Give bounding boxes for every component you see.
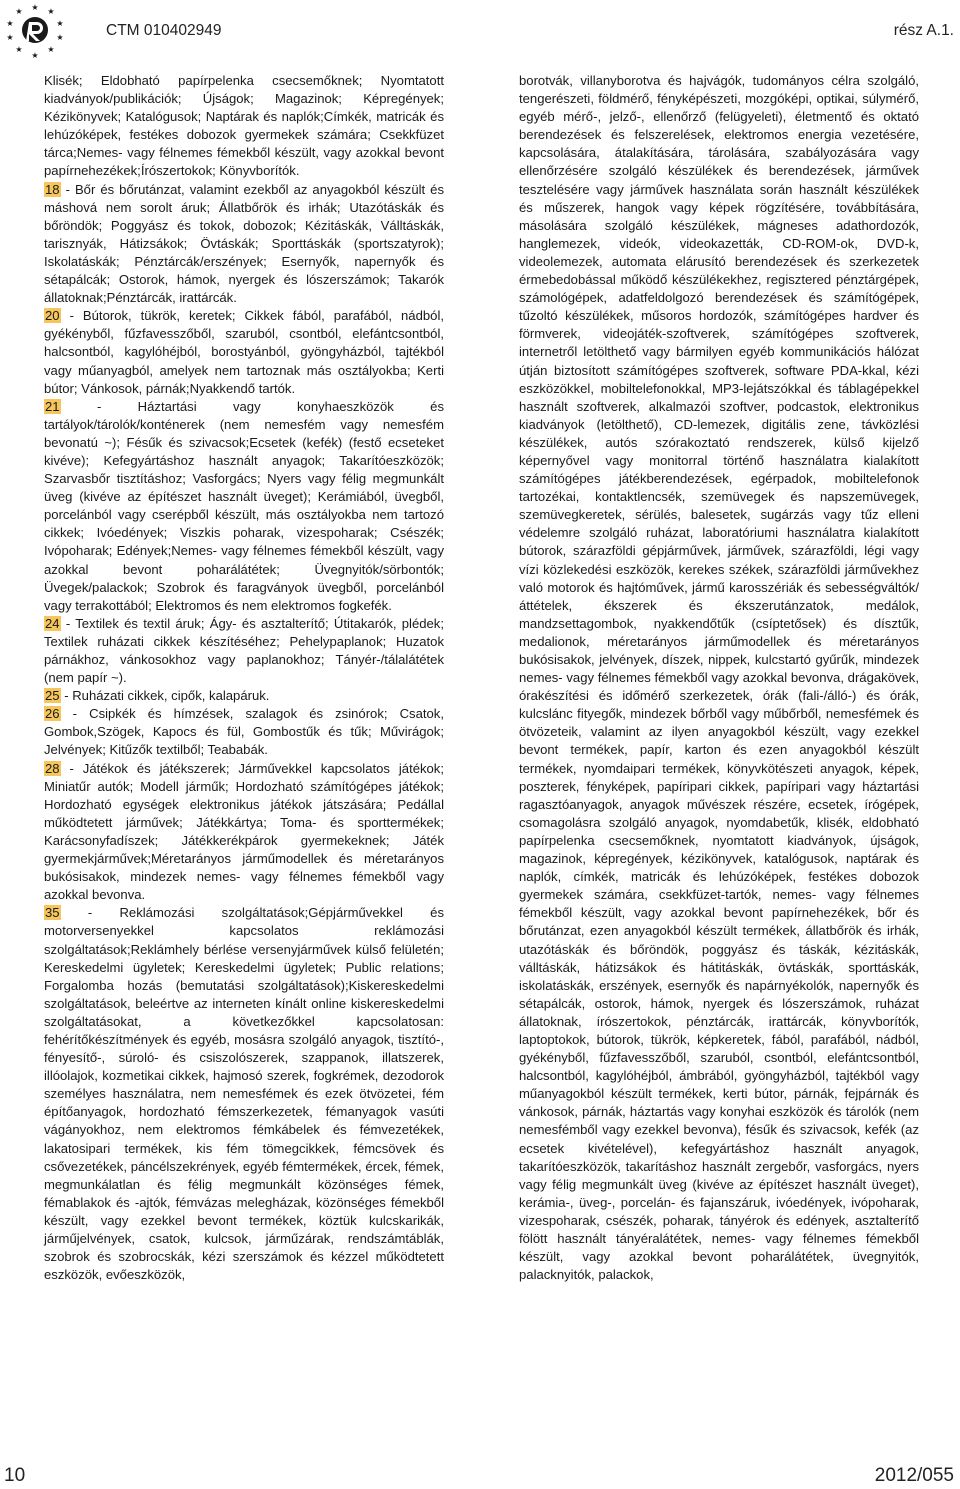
svg-text:★: ★	[31, 51, 39, 60]
class-paragraph	[44, 705, 444, 759]
ohim-logo	[2, 2, 66, 60]
part-label: rész A.1.	[893, 22, 954, 39]
intro-paragraph: Klisék; Eldobható papírpelenka csecsemőknek; Nyomtatott kiadványok/publikációk; Újságok; Magazinok; Képregények; Kézikönyvek; Katalógusok; Naptárak és naplók;Címkék, matricák és lehúzóképek, festékes dobozok gyermekek számára; Csekkfüzet tárca;Nemes- vagy félnemes fémekből készült, vagy azokkal bevont papírnehezékek;Írószertokok; Könyvborítók.	[44, 73, 444, 179]
class-text: - Csipkék és hímzések, szalagok és zsinórok; Csatok, Gombok,Szögek, Kapocs és fül, Gombostűk és tűk; Művirágok; Jelvények; Kitűzők textilből; Teababák.	[44, 706, 444, 758]
class-text: - Ruházati cikkek, cipők, kalapáruk.	[60, 688, 270, 704]
issue-number: 2012/055	[874, 1465, 954, 1486]
class-paragraph	[44, 181, 444, 308]
right-column	[519, 72, 919, 1284]
class-number: 35	[45, 905, 60, 921]
svg-text:★: ★	[6, 19, 14, 28]
class-text: - Játékok és játékszerek; Járművekkel kapcsolatos játékok; Miniatűr autók; Modell járműk; Hordozható számítógépes játékok; Hordozható egységek elektronikus játékok játszására; Pedállal működtetett járművek; Játékkártya; Toma- és sporttermékek; Karácsonyfadíszek; Játékkerékpárok gyermekeknek; Játék gyermekjárművek;Méretarányos járműmodellek és méretarányos bukósisakok, mindezek nemes- vagy félnemes fémekből vagy azokkal bevonva.	[44, 760, 444, 903]
class-number: 18	[45, 181, 60, 197]
svg-text:★: ★	[47, 7, 55, 16]
class-paragraph	[44, 615, 444, 687]
svg-text:★: ★	[15, 7, 23, 16]
class-number: 24	[45, 615, 60, 631]
class-text: - Textilek és textil áruk; Ágy- és asztalterítő; Útitakarók, plédek; Textilek ruházati cikkek készítéséhez; Pehelypaplanok; Huzatok párnákhoz, vánkosokhoz vagy paplanokhoz; Tányér-/tálalátétek (nem papír ~).	[44, 615, 444, 686]
svg-text:★: ★	[56, 33, 64, 42]
svg-text:★: ★	[31, 3, 39, 12]
class-text: - Háztartási vagy konyhaeszközök és tartályok/tárolók/konténerek (nem nemesfém vagy nemesfém bevonatú ~); Fésűk és szivacsok;Ecsetek (kefék) (festő ecseteket kivéve); Kefegyártáshoz használt anyagok; Takarítóeszközök; Szarvasbőr tisztításhoz; Vasforgács; Nyers vagy félig megmunkált üveg (kivéve az építészet használt üveget); Kerámiából, üvegből, porcelánból vagy cserépből készült, más osztályokba nem tartozó cikkek; Ivóedények; Viszkis poharak, vizespoharak; Csészék; Ivópoharak; Edények;Nemes- vagy félnemes fémekből készült, vagy azokkal bevont poharálátétek; Üvegnyitók/sörbontók; Üvegek/palackok; Szobrok és faragványok üvegből, porcelánból vagy terrakottából; Elektromos és nem elektromos fogkefék.	[44, 398, 444, 613]
class-paragraph	[44, 760, 444, 905]
class-number: 21	[45, 398, 60, 414]
svg-text:★: ★	[56, 19, 64, 28]
document-id: CTM 010402949	[106, 22, 222, 39]
svg-text:★: ★	[15, 45, 23, 54]
page-number: 10	[4, 1465, 26, 1486]
svg-text:★: ★	[47, 45, 55, 54]
class-text: - Bőr és bőrutánzat, valamint ezekből az anyagokból készült és máshová nem sorolt áruk; Állatbőrök és irhák; Utazótáskák és bőröndök; Poggyász és tokok, dobozok; Kézitáskák, Válltáskák, tarisznyák, Hátizsákok; Övtáskák; Sporttáskák (sportszatyrok); Iskolatáskák; Pénztárcák/erszények; Esernyők, napernyők és sétapálcák; Ostorok, hámok, nyergek és lószerszámok; Takarók állatoknak;Pénztárcák, irattárcák.	[44, 181, 444, 306]
left-column	[44, 72, 444, 1284]
class-number: 28	[45, 760, 60, 776]
class-text: - Reklámozási szolgáltatások;Gépjárművekkel és motorversenyekkel kapcsolatos reklámozási szolgáltatások;Reklámhely bérlése versenyjárművek külső felületén; Kereskedelmi ügyletek; Kereskedelmi ügyletek; Public relations; Forgalomba hozás (bemutatási szolgáltatások);Kiskereskedelmi szolgáltatások, beleértve az interneten kínált online kiskereskedelmi szolgáltatásokat, a következőkkel kapcsolatosan: fehérítőkészítmények és egyéb, mosásra szolgáló anyagok, tisztító-, fényesítő-, súroló- és csiszolószerek, szappanok, illatszerek, illóolajok, kozmetikai cikkek, hajmosó szerek, fogkrémek, dezodorok személyes használatra, nem nemesfémek és ezek ötvözetei, fém építőanyagok, hordozható fémszerkezetek, fémanyagok vasúti vágányokhoz, nem elektromos fémkábelek és fémvezetékek, lakatosipari termékek, kis fém tömegcikkek, fémcsövek és csővezetékek, páncélszekrények, egyéb fémtermékek, ércek, fémek, megmunkálatlan és félig megmunkált közönséges fémek, fémablakok és -ajtók, fémvázas melegházak, közönséges fémekből készült, vagy ezekkel bevont termékek, köztük kulcskarikák, járműjelvények, csatok, kulcsok, járműzárak, rendszámtáblák, szobrok és szobrocskák, kézi szerszámok és kézzel működtetett eszközök, evőeszközök,	[44, 905, 444, 1283]
svg-text:★: ★	[6, 33, 14, 42]
class-number: 25	[45, 688, 60, 704]
class-paragraph	[44, 687, 444, 705]
class-paragraph	[44, 398, 444, 615]
class-text: - Bútorok, tükrök, keretek; Cikkek fából, parafából, nádból, gyékényből, fűzfavesszőből, szaruból, csontból, elefántcsontból, halcsontból, kagylóhéjból, borostyánból, gyöngyházból, tajtékból vagy műanyagból, amelyek nem tartoznak más osztályokba; Kerti bútor; Vánkosok, párnák;Nyakkendő tartók.	[44, 308, 444, 396]
class-paragraph	[44, 904, 444, 1284]
class-number: 26	[45, 706, 60, 722]
class-number: 20	[45, 308, 60, 324]
class-paragraph	[44, 307, 444, 397]
continuation-paragraph: borotvák, villanyborotva és hajvágók, tudományos célra szolgáló, tengerészeti, földmérő, fényképészeti, mozgóképi, optikai, súlymérő, egyéb mérő-, jelző-, ellenőrző (felügyeleti), életmentő és oktató berendezések és felszerelések, elektromos energia vezetésére, kapcsolására, átalakítására, tárolására, szabályozására vagy ellenőrzésére szolgáló készülékek és berendezések, járművek tesztelésére vagy járművek használata során használt készülékek és műszerek, hangok vagy képek rögzítésére, továbbítására, másolására szolgáló készülékek, mágneses adathordozók, hanglemezek, videók, videokazetták, CD-ROM-ok, DVD-k, videolemezek, automata elárusító berendezések és szerkezetek érmebedobással működő készülékekhez, regisztered pénztárgépek, számológépek, adatfeldolgozó berendezések és számítógépek, tűzoltó készülékek, műsoros hordozók, számítógépes hardver és förmverek, videojáték-szoftverek, számítógépes szoftverek, internetről letölthető vagy bármilyen egyéb kommunikációs hálózat útján biztosított számítógépes szoftverek, software PDA-kkal, kézi eszközökkel, mobiltelefonokkal, MP3-lejátszókkal és táblagépekkel használt szoftverek, alkalmazói szoftver, podcastok, elektronikus kiadványok (letölthető), CD-lemezek, digitális zene, távközlési készülékek, autós szórakoztató rendszerek, külső kijelző képernyővel vagy monitorral történő használatra kialakított számítógépes játékberendezések, egérpadok, mobiltelefonok tartozékai, kontaktlencsék, szemüvegek és napszemüvegek, szemüvegkeretek, sérülés, balesetek, sugárzás vagy tűz elleni védelemre szolgáló ruházat, laboratóriumi használatra kialakított bútorok, szárazföldi gépjárművek, járművek, szárazföldi, légi vagy vízi közlekedési eszközök, kerekes székek, szárazföldi járművekhez való motorok és hajtóművek, jármű karosszériák és sebességváltók/áttételek, ékszerek és ékszerutánzatok, medálok, mandzsettagombok, nyakkendőtűk (csíptetősek) és dísztűk, medalionok, méretarányos járműmodellek és méretarányos bukósisakok, jelvények, díszek, nippek, kulcstartó gyűrűk, mindezek nemes- vagy félnemes fémekből vagy azokkal bevonva, drágakövek, órakészítési és időmérő szerkezetek, órák (fali-/álló-) és órák, kulcslánc fityegők, mindezek bőrből vagy műbőrből, nemesfémek és ötvözeteik, valamint az ilyen anyagokból készült, vagy ezekkel bevont termékek, papír, karton és ezen anyagokból készült termékek, nyomdaipari termékek, könyvkötészeti anyagok, képek, poszterek, fényképek, papíripari cikkek, papíripari vagy háztartási ragasztóanyagok, anyagok művészek részére, ecsetek, írógépek, csomagolásra szolgáló anyagok, nyomdabetűk, klisék, eldobható papírpelenka csecsemőknek, nyomtatott kiadványok, újságok, magazinok, képregények, kézikönyvek, katalógusok, naptárak és naplók, címkék, matricák és lehúzóképek, festékes dobozok gyermekek számára, csekkfüzet-tartók, nemes- vagy félnemes fémekből készült, vagy azokkal bevont papírnehezékek, bőr és bőrutánzat, ezen anyagokból készült termékek, állatbőrök és irhák, utazótáskák és bőröndök, poggyász és táskák, kézitáskák, válltáskák, hátizsákok és hátitáskák, övtáskák, sporttáskák, iskolatáskák, erszények, esernyők és napárnyékolók, napernyők és sétapálcák, ostorok, hámok, nyergek és lószerszámok, ruházat állatoknak, írószertokok, pénztárcák, irattárcák, könyvborítók, laptoptokok, bútorok, tükrök, képkeretek, fából, parafából, nádból, gyékényből, fűzfavesszőből, szaruból, csontból, elefántcsontból, halcsontból, kagylóhéjból, ámbrából, gyöngyházból, tajtékból vagy műanyagokból készült termékek, kerti bútor, párnák, fejpárnák és vánkosok, párnák, háztartás vagy konyhai eszközök és tárolók (nem nemesfémből vagy ezekkel bevonva), fésűk és szivacsok, kefék (az ecsetek kivételével), kefegyártáshoz használt anyagok, takarítóeszközök, takarításhoz használt zergebőr, vasforgács, nyers vagy félig megmunkált üveg (kivéve az építészet használt üveget), kerámia-, üveg-, porcelán- és fajanszáruk, ivóedények, ivópoharak, vizespoharak, csészék, poharak, tányérok és edények, asztalterítő fölött használt tányéralátétek, nemes- vagy félnemes fémekből készült, vagy azokkal bevont poharálátétek, üvegnyitók, palacknyitók, palackok,	[519, 73, 919, 1283]
